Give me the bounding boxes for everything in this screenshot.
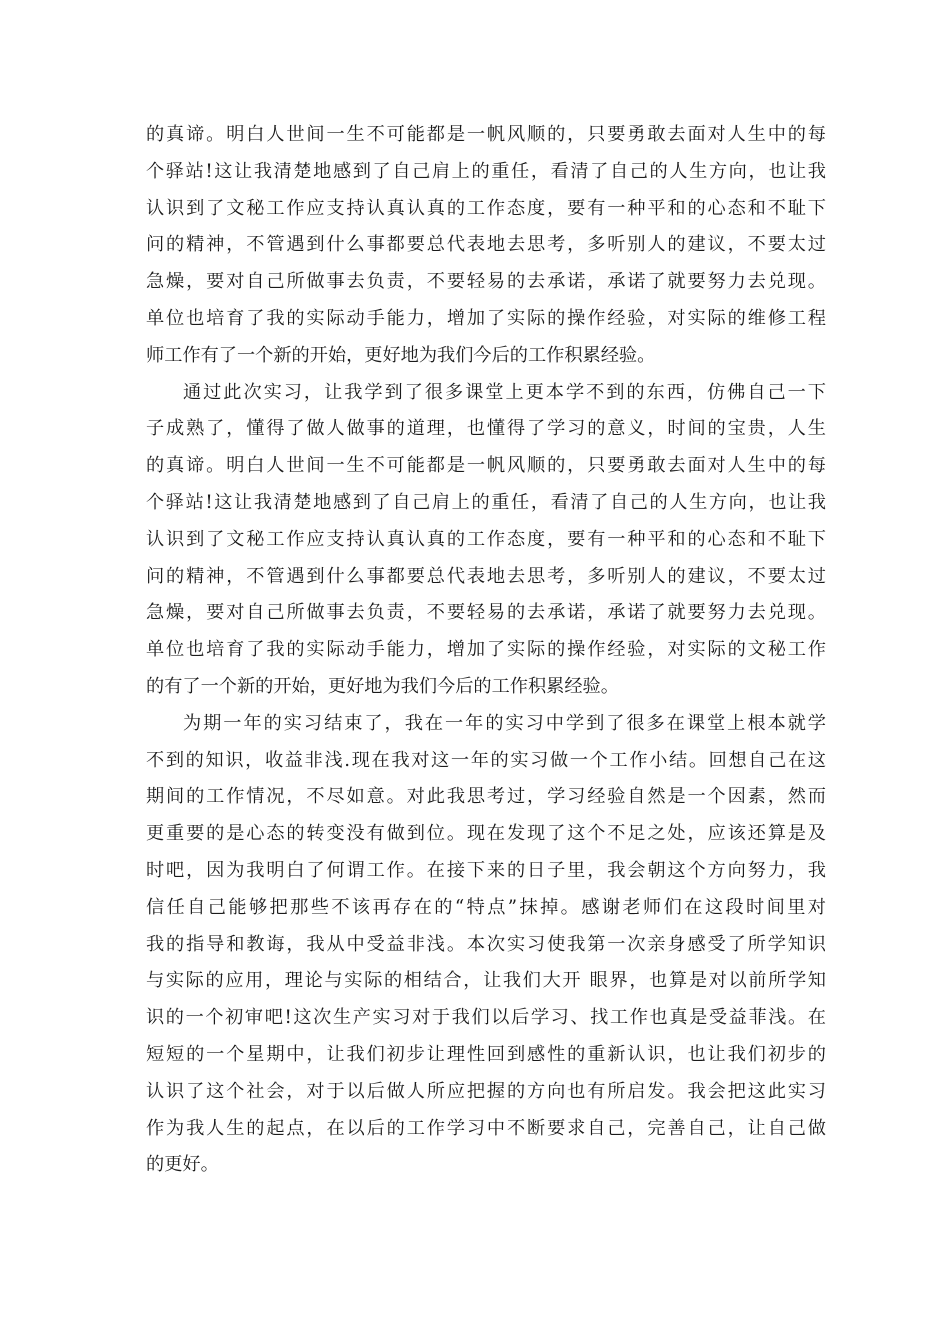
text-line: 作为我人生的起点，在以后的工作学习中不断要求自己，完善自己，让自己做 <box>146 1117 826 1139</box>
text-line: 认识到了文秘工作应支持认真认真的工作态度，要有一种平和的心态和不耻下 <box>146 528 826 550</box>
text-line: 急燥，要对自己所做事去负责，不要轻易的去承诺，承诺了就要努力去兑现。 <box>146 602 826 624</box>
text-line: 的有了一个新的开始，更好地为我们今后的工作积累经验。 <box>146 675 619 697</box>
text-line: 与实际的应用，理论与实际的相结合，让我们大开 眼界，也算是对以前所学知 <box>146 970 826 992</box>
text-line: 急燥，要对自己所做事去负责，不要轻易的去承诺，承诺了就要努力去兑现。 <box>146 271 826 293</box>
text-line: 的更好。 <box>146 1154 219 1176</box>
text-line: 个驿站!这让我清楚地感到了自己肩上的重任，看清了自己的人生方向，也让我 <box>146 491 826 513</box>
text-line: 通过此次实习，让我学到了很多课堂上更本学不到的东西，仿佛自己一下 <box>183 381 826 403</box>
body-text <box>146 117 826 1184</box>
text-line: 时吧，因为我明白了何谓工作。在接下来的日子里，我会朝这个方向努力，我 <box>146 859 826 881</box>
paragraph-3 <box>146 706 826 1184</box>
paragraph-2 <box>146 375 826 706</box>
text-line: 子成熟了，懂得了做人做事的道理，也懂得了学习的意义，时间的宝贵，人生 <box>146 418 826 440</box>
text-line: 单位也培育了我的实际动手能力，增加了实际的操作经验，对实际的维修工程 <box>146 307 826 329</box>
text-line: 信任自己能够把那些不该再存在的“特点”抹掉。感谢老师们在这段时间里对 <box>146 896 826 918</box>
text-line: 个驿站!这让我清楚地感到了自己肩上的重任，看清了自己的人生方向，也让我 <box>146 160 826 182</box>
text-line: 师工作有了一个新的开始，更好地为我们今后的工作积累经验。 <box>146 344 656 366</box>
paragraph-1 <box>146 117 826 375</box>
text-line: 期间的工作情况，不尽如意。对此我思考过，学习经验自然是一个因素，然而 <box>146 786 826 808</box>
text-line: 的真谛。明白人世间一生不可能都是一帆风顺的，只要勇敢去面对人生中的每 <box>146 455 826 477</box>
text-line: 短短的一个星期中，让我们初步让理性回到感性的重新认识，也让我们初步的 <box>146 1043 826 1065</box>
text-line: 我的指导和教诲，我从中受益非浅。本次实习使我第一次亲身感受了所学知识 <box>146 933 826 955</box>
text-line: 认识到了文秘工作应支持认真认真的工作态度，要有一种平和的心态和不耻下 <box>146 197 826 219</box>
text-line: 不到的知识，收益非浅.现在我对这一年的实习做一个工作小结。回想自己在这 <box>146 749 826 771</box>
text-line: 单位也培育了我的实际动手能力，增加了实际的操作经验，对实际的文秘工作 <box>146 639 826 661</box>
text-line: 识的一个初审吧!这次生产实习对于我们以后学习、找工作也真是受益菲浅。在 <box>146 1007 826 1029</box>
text-line: 为期一年的实习结束了，我在一年的实习中学到了很多在课堂上根本就学 <box>183 712 826 734</box>
text-line: 问的精神，不管遇到什么事都要总代表地去思考，多听别人的建议，不要太过 <box>146 565 826 587</box>
text-line: 更重要的是心态的转变没有做到位。现在发现了这个不足之处，应该还算是及 <box>146 823 826 845</box>
text-line: 问的精神，不管遇到什么事都要总代表地去思考，多听别人的建议，不要太过 <box>146 234 826 256</box>
text-line: 的真谛。明白人世间一生不可能都是一帆风顺的，只要勇敢去面对人生中的每 <box>146 124 826 145</box>
text-line: 认识了这个社会，对于以后做人所应把握的方向也有所启发。我会把这此实习 <box>146 1080 826 1102</box>
